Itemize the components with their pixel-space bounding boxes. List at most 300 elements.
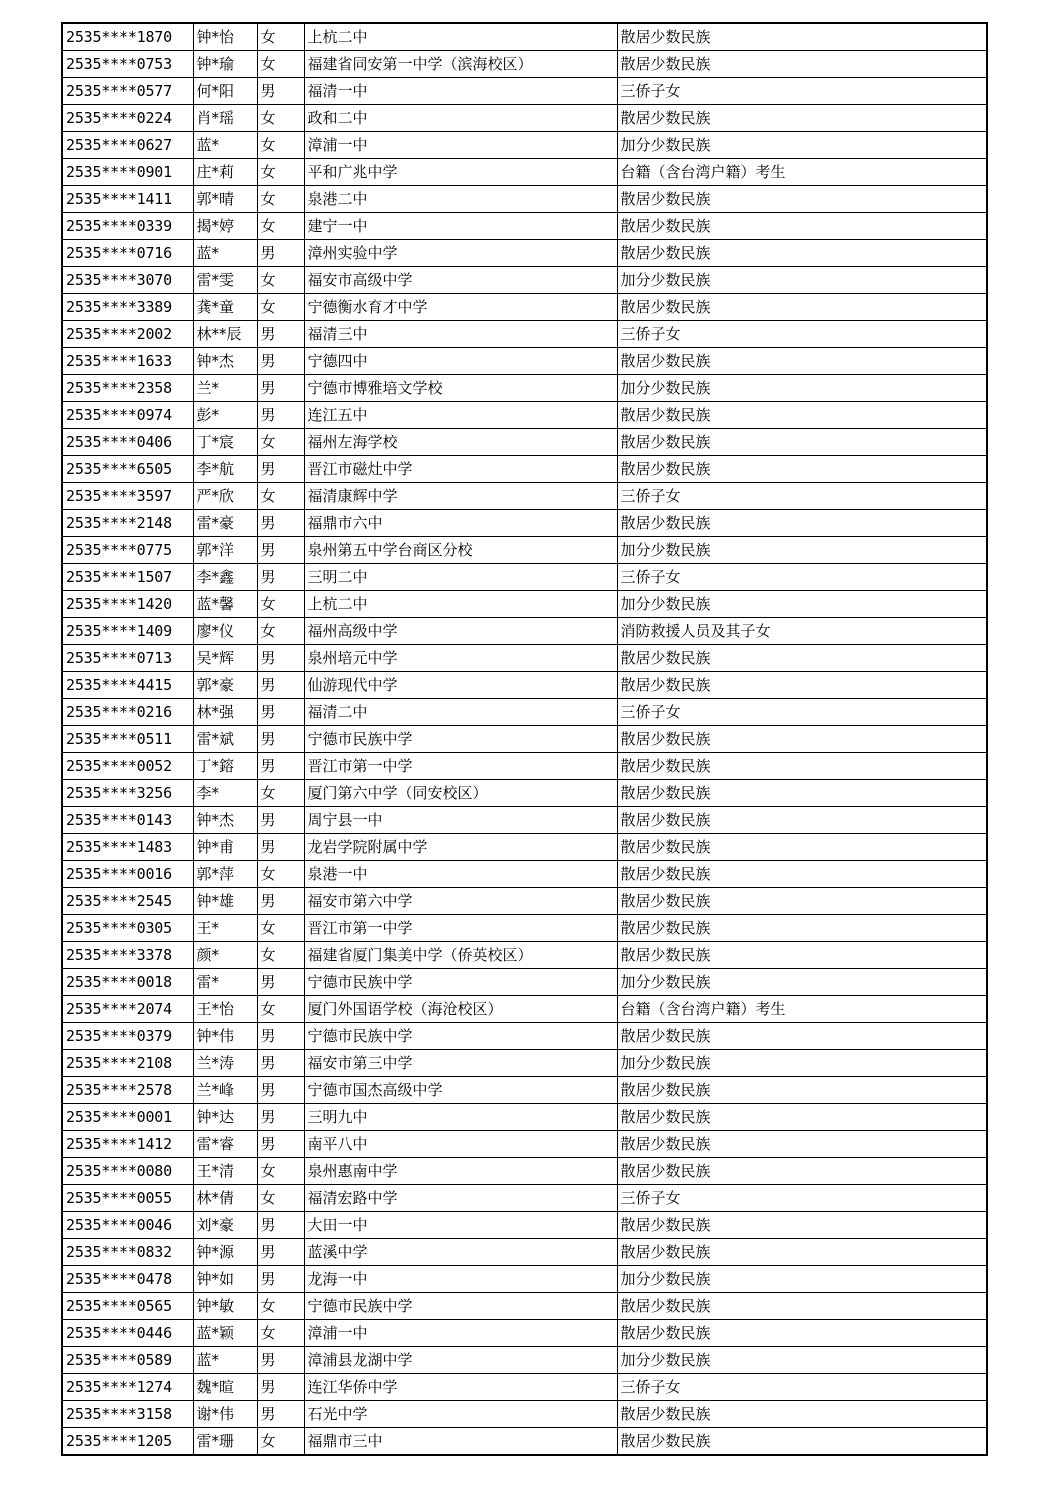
school-cell: 福安市高级中学 — [304, 267, 617, 294]
category-cell: 散居少数民族 — [617, 51, 987, 78]
table-row — [62, 969, 987, 996]
school-cell: 龙岩学院附属中学 — [304, 834, 617, 861]
candidate-id-cell: 2535****0901 — [62, 159, 193, 186]
category-cell: 散居少数民族 — [617, 1428, 987, 1456]
candidate-id-cell: 2535****0446 — [62, 1320, 193, 1347]
table-row — [62, 267, 987, 294]
gender-cell: 女 — [257, 132, 304, 159]
candidate-id-cell: 2535****0305 — [62, 915, 193, 942]
candidate-id-cell: 2535****1412 — [62, 1131, 193, 1158]
name-cell: 雷*珊 — [193, 1428, 257, 1456]
school-cell: 宁德市博雅培文学校 — [304, 375, 617, 402]
gender-cell: 女 — [257, 591, 304, 618]
candidate-id-cell: 2535****2108 — [62, 1050, 193, 1077]
name-cell: 林**辰 — [193, 321, 257, 348]
table-row — [62, 564, 987, 591]
candidate-id-cell: 2535****0627 — [62, 132, 193, 159]
category-cell: 三侨子女 — [617, 483, 987, 510]
category-cell: 散居少数民族 — [617, 1320, 987, 1347]
name-cell: 郭*豪 — [193, 672, 257, 699]
gender-cell: 男 — [257, 834, 304, 861]
school-cell: 泉州第五中学台商区分校 — [304, 537, 617, 564]
category-cell: 三侨子女 — [617, 1185, 987, 1212]
candidate-id-cell: 2535****0379 — [62, 1023, 193, 1050]
roster-sheet — [61, 22, 988, 1456]
candidate-id-cell: 2535****1420 — [62, 591, 193, 618]
gender-cell: 女 — [257, 1158, 304, 1185]
name-cell: 钟*达 — [193, 1104, 257, 1131]
table-row — [62, 1347, 987, 1374]
table-row — [62, 1023, 987, 1050]
table-row — [62, 780, 987, 807]
gender-cell: 女 — [257, 23, 304, 51]
candidate-id-cell: 2535****0589 — [62, 1347, 193, 1374]
name-cell: 雷* — [193, 969, 257, 996]
category-cell: 加分少数民族 — [617, 267, 987, 294]
name-cell: 颜* — [193, 942, 257, 969]
category-cell: 散居少数民族 — [617, 402, 987, 429]
gender-cell: 男 — [257, 1239, 304, 1266]
table-row — [62, 1320, 987, 1347]
candidate-id-cell: 2535****0565 — [62, 1293, 193, 1320]
name-cell: 郭*萍 — [193, 861, 257, 888]
name-cell: 王*怡 — [193, 996, 257, 1023]
name-cell: 龚*童 — [193, 294, 257, 321]
name-cell: 丁*鎔 — [193, 753, 257, 780]
category-cell: 加分少数民族 — [617, 591, 987, 618]
category-cell: 散居少数民族 — [617, 753, 987, 780]
candidate-id-cell: 2535****0052 — [62, 753, 193, 780]
name-cell: 钟*怡 — [193, 23, 257, 51]
name-cell: 钟*源 — [193, 1239, 257, 1266]
school-cell: 宁德市国杰高级中学 — [304, 1077, 617, 1104]
name-cell: 王* — [193, 915, 257, 942]
gender-cell: 女 — [257, 942, 304, 969]
table-row — [62, 888, 987, 915]
school-cell: 周宁县一中 — [304, 807, 617, 834]
table-row — [62, 726, 987, 753]
candidate-id-cell: 2535****0224 — [62, 105, 193, 132]
gender-cell: 女 — [257, 51, 304, 78]
school-cell: 泉港二中 — [304, 186, 617, 213]
gender-cell: 男 — [257, 1077, 304, 1104]
category-cell: 三侨子女 — [617, 1374, 987, 1401]
category-cell: 散居少数民族 — [617, 23, 987, 51]
school-cell: 泉州培元中学 — [304, 645, 617, 672]
gender-cell: 男 — [257, 78, 304, 105]
table-row — [62, 1293, 987, 1320]
school-cell: 宁德市民族中学 — [304, 1023, 617, 1050]
table-row — [62, 51, 987, 78]
school-cell: 福建省同安第一中学（滨海校区） — [304, 51, 617, 78]
gender-cell: 男 — [257, 1212, 304, 1239]
name-cell: 雷*斌 — [193, 726, 257, 753]
table-row — [62, 915, 987, 942]
table-row — [62, 23, 987, 51]
name-cell: 庄*莉 — [193, 159, 257, 186]
school-cell: 三明二中 — [304, 564, 617, 591]
category-cell: 散居少数民族 — [617, 510, 987, 537]
table-row — [62, 591, 987, 618]
table-row — [62, 1212, 987, 1239]
school-cell: 晋江市第一中学 — [304, 915, 617, 942]
candidate-id-cell: 2535****0018 — [62, 969, 193, 996]
table-row — [62, 429, 987, 456]
gender-cell: 女 — [257, 267, 304, 294]
table-row — [62, 753, 987, 780]
table-row — [62, 402, 987, 429]
school-cell: 宁德市民族中学 — [304, 969, 617, 996]
school-cell: 宁德四中 — [304, 348, 617, 375]
name-cell: 钟*杰 — [193, 807, 257, 834]
table-row — [62, 1239, 987, 1266]
school-cell: 晋江市磁灶中学 — [304, 456, 617, 483]
name-cell: 雷*豪 — [193, 510, 257, 537]
category-cell: 散居少数民族 — [617, 1158, 987, 1185]
school-cell: 平和广兆中学 — [304, 159, 617, 186]
name-cell: 钟*瑜 — [193, 51, 257, 78]
name-cell: 吴*辉 — [193, 645, 257, 672]
table-row — [62, 78, 987, 105]
gender-cell: 男 — [257, 1401, 304, 1428]
table-row — [62, 1104, 987, 1131]
school-cell: 漳州实验中学 — [304, 240, 617, 267]
school-cell: 福州高级中学 — [304, 618, 617, 645]
gender-cell: 女 — [257, 1185, 304, 1212]
school-cell: 上杭二中 — [304, 23, 617, 51]
name-cell: 蓝* — [193, 1347, 257, 1374]
candidate-id-cell: 2535****1633 — [62, 348, 193, 375]
name-cell: 魏*暄 — [193, 1374, 257, 1401]
name-cell: 严*欣 — [193, 483, 257, 510]
school-cell: 宁德衡水育才中学 — [304, 294, 617, 321]
category-cell: 消防救援人员及其子女 — [617, 618, 987, 645]
category-cell: 散居少数民族 — [617, 456, 987, 483]
name-cell: 兰*涛 — [193, 1050, 257, 1077]
name-cell: 彭* — [193, 402, 257, 429]
category-cell: 加分少数民族 — [617, 969, 987, 996]
category-cell: 加分少数民族 — [617, 1266, 987, 1293]
school-cell: 晋江市第一中学 — [304, 753, 617, 780]
category-cell: 加分少数民族 — [617, 375, 987, 402]
table-row — [62, 942, 987, 969]
candidate-id-cell: 2535****4415 — [62, 672, 193, 699]
school-cell: 大田一中 — [304, 1212, 617, 1239]
category-cell: 散居少数民族 — [617, 1401, 987, 1428]
candidate-id-cell: 2535****0974 — [62, 402, 193, 429]
category-cell: 散居少数民族 — [617, 780, 987, 807]
candidate-id-cell: 2535****1483 — [62, 834, 193, 861]
category-cell: 散居少数民族 — [617, 888, 987, 915]
table-row — [62, 1266, 987, 1293]
name-cell: 钟*雄 — [193, 888, 257, 915]
name-cell: 肖*瑶 — [193, 105, 257, 132]
gender-cell: 男 — [257, 1104, 304, 1131]
candidate-id-cell: 2535****1205 — [62, 1428, 193, 1456]
name-cell: 刘*豪 — [193, 1212, 257, 1239]
candidate-id-cell: 2535****2074 — [62, 996, 193, 1023]
name-cell: 李*鑫 — [193, 564, 257, 591]
name-cell: 蓝*颖 — [193, 1320, 257, 1347]
name-cell: 雷*睿 — [193, 1131, 257, 1158]
category-cell: 加分少数民族 — [617, 132, 987, 159]
table-row — [62, 159, 987, 186]
category-cell: 散居少数民族 — [617, 429, 987, 456]
table-row — [62, 672, 987, 699]
school-cell: 建宁一中 — [304, 213, 617, 240]
table-row — [62, 1185, 987, 1212]
candidate-id-cell: 2535****3378 — [62, 942, 193, 969]
school-cell: 福清一中 — [304, 78, 617, 105]
gender-cell: 女 — [257, 159, 304, 186]
school-cell: 福州左海学校 — [304, 429, 617, 456]
category-cell: 散居少数民族 — [617, 186, 987, 213]
gender-cell: 男 — [257, 321, 304, 348]
category-cell: 散居少数民族 — [617, 294, 987, 321]
candidate-id-cell: 2535****0511 — [62, 726, 193, 753]
table-row — [62, 510, 987, 537]
gender-cell: 女 — [257, 780, 304, 807]
roster-table — [61, 22, 988, 1456]
gender-cell: 女 — [257, 861, 304, 888]
candidate-id-cell: 2535****1411 — [62, 186, 193, 213]
candidate-id-cell: 2535****3158 — [62, 1401, 193, 1428]
table-row — [62, 1158, 987, 1185]
gender-cell: 男 — [257, 1374, 304, 1401]
candidate-id-cell: 2535****0832 — [62, 1239, 193, 1266]
category-cell: 散居少数民族 — [617, 645, 987, 672]
school-cell: 泉港一中 — [304, 861, 617, 888]
gender-cell: 男 — [257, 807, 304, 834]
table-row — [62, 1428, 987, 1456]
name-cell: 李* — [193, 780, 257, 807]
school-cell: 上杭二中 — [304, 591, 617, 618]
category-cell: 散居少数民族 — [617, 213, 987, 240]
category-cell: 散居少数民族 — [617, 807, 987, 834]
candidate-id-cell: 2535****1409 — [62, 618, 193, 645]
gender-cell: 女 — [257, 213, 304, 240]
name-cell: 郭*洋 — [193, 537, 257, 564]
candidate-id-cell: 2535****3389 — [62, 294, 193, 321]
table-row — [62, 375, 987, 402]
table-row — [62, 321, 987, 348]
table-row — [62, 861, 987, 888]
gender-cell: 男 — [257, 1266, 304, 1293]
category-cell: 散居少数民族 — [617, 1293, 987, 1320]
school-cell: 福建省厦门集美中学（侨英校区） — [304, 942, 617, 969]
category-cell: 三侨子女 — [617, 564, 987, 591]
category-cell: 散居少数民族 — [617, 915, 987, 942]
table-row — [62, 1077, 987, 1104]
table-row — [62, 1050, 987, 1077]
category-cell: 散居少数民族 — [617, 942, 987, 969]
candidate-id-cell: 2535****2578 — [62, 1077, 193, 1104]
name-cell: 郭*晴 — [193, 186, 257, 213]
gender-cell: 男 — [257, 1347, 304, 1374]
candidate-id-cell: 2535****2358 — [62, 375, 193, 402]
category-cell: 散居少数民族 — [617, 1212, 987, 1239]
school-cell: 龙海一中 — [304, 1266, 617, 1293]
candidate-id-cell: 2535****1870 — [62, 23, 193, 51]
category-cell: 三侨子女 — [617, 699, 987, 726]
gender-cell: 男 — [257, 456, 304, 483]
school-cell: 福鼎市三中 — [304, 1428, 617, 1456]
name-cell: 钟*杰 — [193, 348, 257, 375]
table-row — [62, 294, 987, 321]
table-row — [62, 537, 987, 564]
table-row — [62, 645, 987, 672]
school-cell: 连江五中 — [304, 402, 617, 429]
candidate-id-cell: 2535****0080 — [62, 1158, 193, 1185]
school-cell: 漳浦一中 — [304, 1320, 617, 1347]
table-row — [62, 240, 987, 267]
gender-cell: 女 — [257, 186, 304, 213]
gender-cell: 男 — [257, 888, 304, 915]
table-row — [62, 213, 987, 240]
table-row — [62, 1131, 987, 1158]
school-cell: 蓝溪中学 — [304, 1239, 617, 1266]
gender-cell: 男 — [257, 672, 304, 699]
candidate-id-cell: 2535****2545 — [62, 888, 193, 915]
school-cell: 厦门外国语学校（海沧校区） — [304, 996, 617, 1023]
gender-cell: 男 — [257, 402, 304, 429]
name-cell: 钟*敏 — [193, 1293, 257, 1320]
category-cell: 散居少数民族 — [617, 726, 987, 753]
gender-cell: 男 — [257, 348, 304, 375]
name-cell: 钟*甫 — [193, 834, 257, 861]
candidate-id-cell: 2535****0775 — [62, 537, 193, 564]
category-cell: 加分少数民族 — [617, 1347, 987, 1374]
table-row — [62, 699, 987, 726]
candidate-id-cell: 2535****0016 — [62, 861, 193, 888]
gender-cell: 女 — [257, 294, 304, 321]
gender-cell: 女 — [257, 1428, 304, 1456]
candidate-id-cell: 2535****0143 — [62, 807, 193, 834]
candidate-id-cell: 2535****1507 — [62, 564, 193, 591]
candidate-id-cell: 2535****0716 — [62, 240, 193, 267]
school-cell: 南平八中 — [304, 1131, 617, 1158]
name-cell: 林*倩 — [193, 1185, 257, 1212]
school-cell: 政和二中 — [304, 105, 617, 132]
school-cell: 宁德市民族中学 — [304, 1293, 617, 1320]
school-cell: 石光中学 — [304, 1401, 617, 1428]
roster-body — [62, 23, 987, 1455]
school-cell: 福清三中 — [304, 321, 617, 348]
category-cell: 三侨子女 — [617, 78, 987, 105]
category-cell: 散居少数民族 — [617, 1077, 987, 1104]
candidate-id-cell: 2535****0001 — [62, 1104, 193, 1131]
name-cell: 廖*仪 — [193, 618, 257, 645]
candidate-id-cell: 2535****0478 — [62, 1266, 193, 1293]
gender-cell: 男 — [257, 510, 304, 537]
candidate-id-cell: 2535****6505 — [62, 456, 193, 483]
category-cell: 散居少数民族 — [617, 1104, 987, 1131]
candidate-id-cell: 2535****3070 — [62, 267, 193, 294]
candidate-id-cell: 2535****0713 — [62, 645, 193, 672]
category-cell: 散居少数民族 — [617, 834, 987, 861]
name-cell: 兰*峰 — [193, 1077, 257, 1104]
candidate-id-cell: 2535****0339 — [62, 213, 193, 240]
name-cell: 钟*伟 — [193, 1023, 257, 1050]
school-cell: 漳浦县龙湖中学 — [304, 1347, 617, 1374]
table-row — [62, 996, 987, 1023]
gender-cell: 女 — [257, 1320, 304, 1347]
candidate-id-cell: 2535****3256 — [62, 780, 193, 807]
name-cell: 雷*雯 — [193, 267, 257, 294]
table-row — [62, 1401, 987, 1428]
gender-cell: 男 — [257, 1131, 304, 1158]
name-cell: 蓝* — [193, 132, 257, 159]
category-cell: 三侨子女 — [617, 321, 987, 348]
category-cell: 散居少数民族 — [617, 348, 987, 375]
name-cell: 揭*婷 — [193, 213, 257, 240]
gender-cell: 男 — [257, 240, 304, 267]
name-cell: 蓝*馨 — [193, 591, 257, 618]
school-cell: 三明九中 — [304, 1104, 617, 1131]
name-cell: 李*航 — [193, 456, 257, 483]
school-cell: 福清康辉中学 — [304, 483, 617, 510]
school-cell: 福清宏路中学 — [304, 1185, 617, 1212]
category-cell: 散居少数民族 — [617, 1239, 987, 1266]
gender-cell: 男 — [257, 1023, 304, 1050]
gender-cell: 男 — [257, 564, 304, 591]
school-cell: 福安市第六中学 — [304, 888, 617, 915]
table-row — [62, 1374, 987, 1401]
name-cell: 王*清 — [193, 1158, 257, 1185]
name-cell: 丁*宸 — [193, 429, 257, 456]
table-row — [62, 105, 987, 132]
school-cell: 福清二中 — [304, 699, 617, 726]
gender-cell: 男 — [257, 969, 304, 996]
category-cell: 散居少数民族 — [617, 672, 987, 699]
category-cell: 台籍（含台湾户籍）考生 — [617, 996, 987, 1023]
category-cell: 散居少数民族 — [617, 1023, 987, 1050]
category-cell: 加分少数民族 — [617, 1050, 987, 1077]
candidate-id-cell: 2535****2002 — [62, 321, 193, 348]
table-row — [62, 834, 987, 861]
candidate-id-cell: 2535****2148 — [62, 510, 193, 537]
candidate-id-cell: 2535****0406 — [62, 429, 193, 456]
table-row — [62, 132, 987, 159]
candidate-id-cell: 2535****0577 — [62, 78, 193, 105]
table-row — [62, 348, 987, 375]
candidate-id-cell: 2535****3597 — [62, 483, 193, 510]
gender-cell: 女 — [257, 618, 304, 645]
table-row — [62, 186, 987, 213]
table-row — [62, 807, 987, 834]
gender-cell: 女 — [257, 1293, 304, 1320]
school-cell: 厦门第六中学（同安校区） — [304, 780, 617, 807]
table-row — [62, 618, 987, 645]
candidate-id-cell: 2535****0055 — [62, 1185, 193, 1212]
name-cell: 何*阳 — [193, 78, 257, 105]
gender-cell: 男 — [257, 726, 304, 753]
school-cell: 宁德市民族中学 — [304, 726, 617, 753]
gender-cell: 男 — [257, 375, 304, 402]
gender-cell: 男 — [257, 699, 304, 726]
school-cell: 漳浦一中 — [304, 132, 617, 159]
gender-cell: 女 — [257, 105, 304, 132]
name-cell: 钟*如 — [193, 1266, 257, 1293]
category-cell: 台籍（含台湾户籍）考生 — [617, 159, 987, 186]
gender-cell: 男 — [257, 645, 304, 672]
school-cell: 福鼎市六中 — [304, 510, 617, 537]
gender-cell: 女 — [257, 483, 304, 510]
gender-cell: 女 — [257, 996, 304, 1023]
category-cell: 散居少数民族 — [617, 240, 987, 267]
name-cell: 蓝* — [193, 240, 257, 267]
gender-cell: 女 — [257, 429, 304, 456]
